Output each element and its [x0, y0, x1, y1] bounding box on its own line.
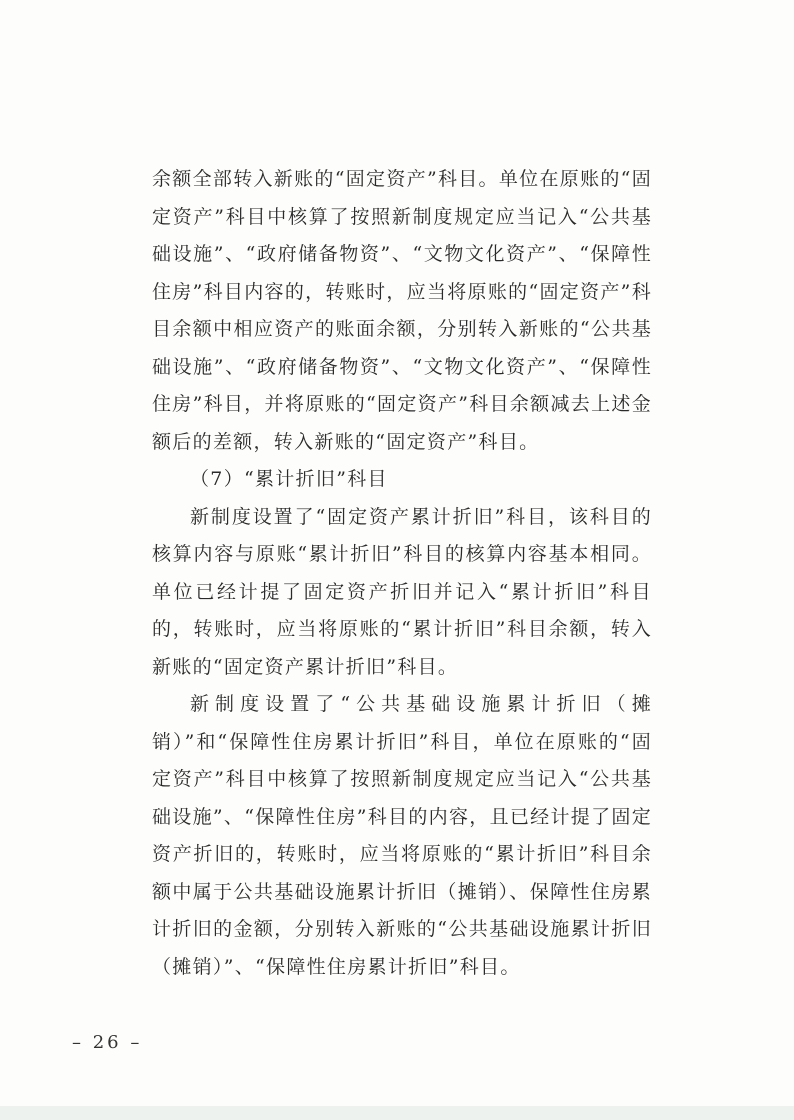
document-body — [152, 161, 652, 986]
paragraph-infrastructure-depreciation: 新制度设置了“公共基础设施累计折旧（摊销）”和“保障性住房累计折旧”科目，单位在原账的“固定资产”科目中核算了按照新制度规定应当记入“公共基础设施”、“保障性住房”科目的内容，且已经计提了固定资产折旧的，转账时，应当将原账的“累计折旧”科目余额中属于公共基础设施累计折旧（摊销）、保障性住房累计折旧的金额，分别转入新账的“公共基础设施累计折旧（摊销）”、“保障性住房累计折旧”科目。 — [152, 693, 652, 978]
page-number: – 26 – — [72, 1032, 143, 1053]
paragraph-accumulated-depreciation: 新制度设置了“固定资产累计折旧”科目，该科目的核算内容与原账“累计折旧”科目的核算内容基本相同。单位已经计提了固定资产折旧并记入“累计折旧”科目的，转账时，应当将原账的“累计折旧”科目余额，转入新账的“固定资产累计折旧”科目。 — [152, 505, 652, 678]
paragraph-fixed-assets-continued: 余额全部转入新账的“固定资产”科目。单位在原账的“固定资产”科目中核算了按照新制度规定应当记入“公共基础设施”、“政府储备物资”、“文物文化资产”、“保障性住房”科目内容的，转账时，应当将原账的“固定资产”科目余额中相应资产的账面余额，分别转入新账的“公共基础设施”、“政府储备物资”、“文物文化资产”、“保障性住房”科目，并将原账的“固定资产”科目余额减去上述金额后的差额，转入新账的“固定资产”科目。 — [152, 168, 652, 453]
section-heading-accumulated-depreciation: （7）“累计折旧”科目 — [190, 468, 388, 490]
scan-bottom-edge — [0, 1106, 794, 1120]
